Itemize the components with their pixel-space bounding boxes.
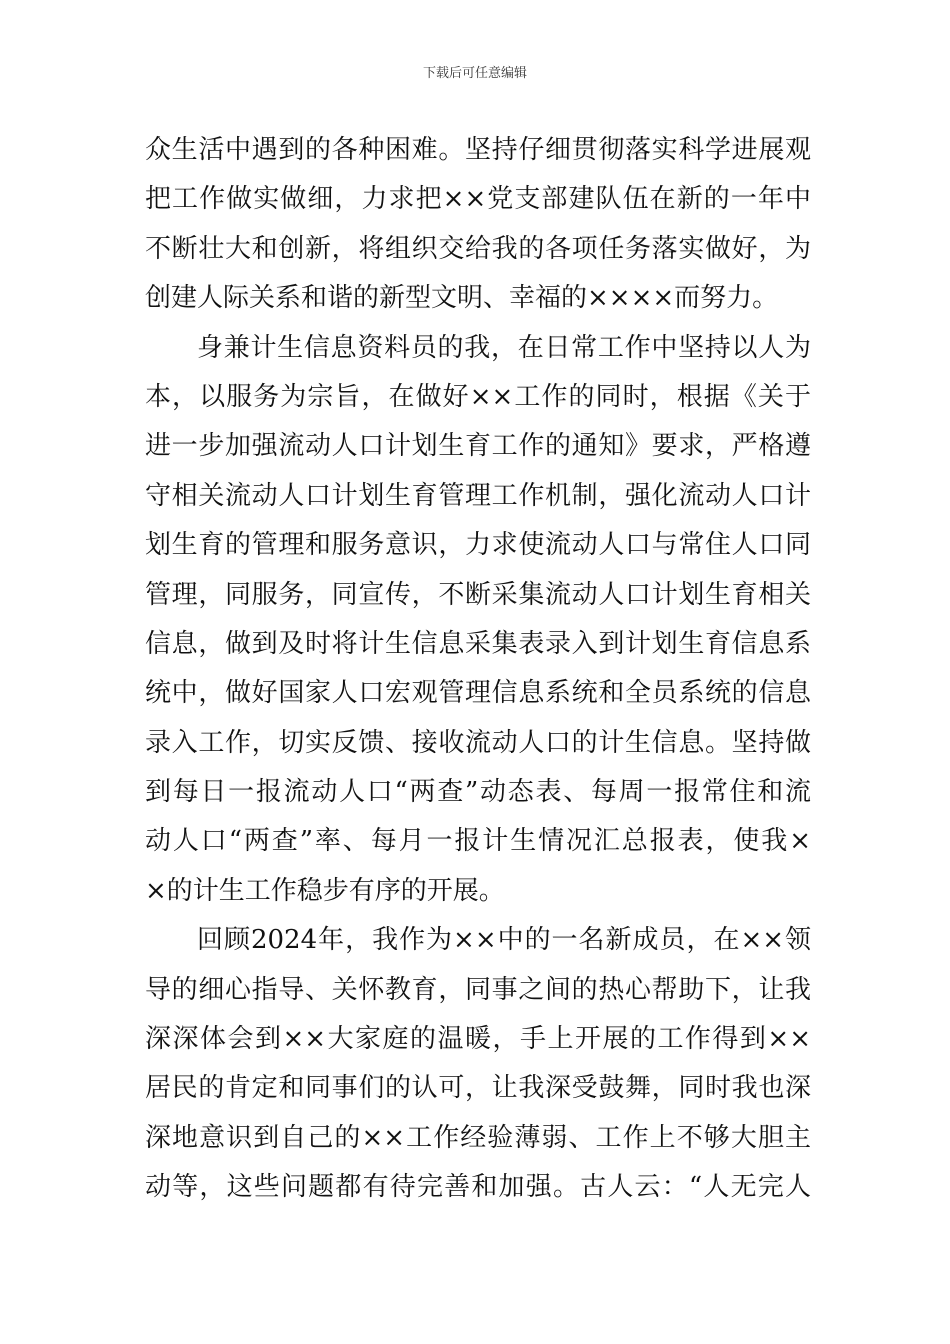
text-line: 统中，做好国家人口宏观管理信息系统和全员系统的信息 (145, 678, 811, 709)
text-line: 把工作做实做细，力求把××党支部建队伍在新的一年中 (145, 184, 811, 215)
text-line: 到每日一报流动人口“两查”动态表、每周一报常住和流 (145, 777, 811, 808)
text-line: 身兼计生信息资料员的我，在日常工作中坚持以人为 (197, 332, 811, 363)
text-line: 动等，这些问题都有待完善和加强。古人云：“人无完人 (145, 1172, 811, 1203)
page-header-note: 下载后可任意编辑 (422, 66, 527, 81)
text-line: 创建人际关系和谐的新型文明、幸福的××××而努力。 (145, 283, 779, 314)
text-line: 居民的肯定和同事们的认可，让我深受鼓舞，同时我也深 (145, 1073, 811, 1104)
text-line: 信息，做到及时将计生信息采集表录入到计划生育信息系 (145, 628, 811, 659)
text-line: 划生育的管理和服务意识，力求使流动人口与常住人口同 (145, 530, 811, 561)
text-line: 深地意识到自己的××工作经验薄弱、工作上不够大胆主 (145, 1122, 811, 1153)
text-line: 本，以服务为宗旨，在做好××工作的同时，根据《关于 (145, 381, 811, 412)
text-line: 众生活中遇到的各种困难。坚持仔细贯彻落实科学进展观 (145, 135, 811, 165)
text-line: 导的细心指导、关怀教育，同事之间的热心帮助下，让我 (145, 974, 811, 1005)
text-line: 不断壮大和创新，将组织交给我的各项任务落实做好，为 (145, 233, 811, 264)
text-line: 深深体会到××大家庭的温暖，手上开展的工作得到×× (145, 1024, 811, 1055)
text-line: 守相关流动人口计划生育管理工作机制，强化流动人口计 (145, 480, 811, 511)
text-line: 管理，同服务，同宣传，不断采集流动人口计划生育相关 (145, 579, 811, 610)
text-line: 动人口“两查”率、每月一报计生情况汇总报表，使我× (145, 826, 811, 857)
text-line: 录入工作，切实反馈、接收流动人口的计生信息。坚持做 (145, 727, 811, 758)
text-line: ×的计生工作稳步有序的开展。 (145, 875, 505, 906)
text-line: 进一步加强流动人口计划生育工作的通知》要求，严格遵 (145, 431, 811, 462)
text-line: 回顾2024年，我作为××中的一名新成员，在××领 (197, 925, 811, 956)
document-body (145, 126, 811, 1213)
